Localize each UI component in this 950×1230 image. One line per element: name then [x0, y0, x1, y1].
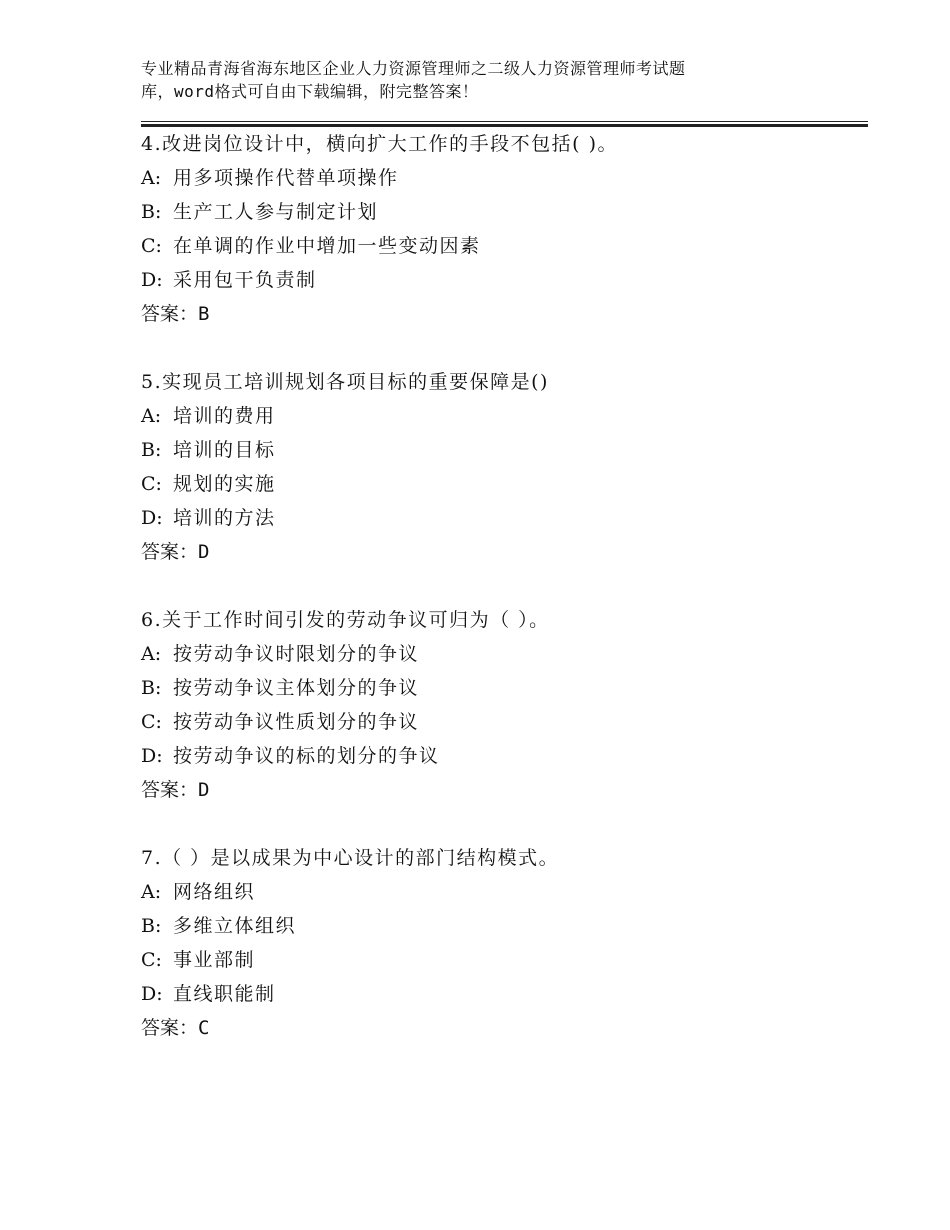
- answer-value: B: [198, 303, 210, 325]
- option-letter: D:: [141, 745, 163, 767]
- option-a: [141, 875, 868, 909]
- question-7: [141, 841, 868, 1045]
- question-stem: 6.关于工作时间引发的劳动争议可归为（ ）。: [141, 609, 550, 631]
- option-letter: B:: [141, 677, 162, 699]
- answer-line: [141, 773, 868, 807]
- option-text: 生产工人参与制定计划: [173, 201, 379, 223]
- option-letter: B:: [141, 915, 162, 937]
- option-b: [141, 671, 868, 705]
- option-b: [141, 195, 868, 229]
- option-text: 多维立体组织: [173, 915, 297, 937]
- answer-value: D: [198, 779, 210, 801]
- option-text: 培训的目标: [173, 439, 276, 461]
- option-d: [141, 739, 868, 773]
- answer-label: 答案：: [141, 303, 199, 325]
- option-letter: A:: [141, 405, 162, 427]
- option-letter: A:: [141, 881, 162, 903]
- option-d: [141, 263, 868, 297]
- option-text: 按劳动争议时限划分的争议: [173, 643, 420, 665]
- option-a: [141, 637, 868, 671]
- option-letter: B:: [141, 439, 162, 461]
- question-5: [141, 365, 868, 569]
- header-title-line-2: 库，word格式可自由下载编辑，附完整答案！: [141, 82, 479, 101]
- answer-line: [141, 1011, 868, 1045]
- answer-line: [141, 297, 868, 331]
- option-text: 规划的实施: [173, 473, 276, 495]
- option-letter: C:: [141, 235, 162, 257]
- option-text: 采用包干负责制: [173, 269, 317, 291]
- option-c: [141, 467, 868, 501]
- question-stem: 7.（ ）是以成果为中心设计的部门结构模式。: [141, 847, 560, 869]
- option-text: 在单调的作业中增加一些变动因素: [173, 235, 481, 257]
- header-title-line-1: 专业精品青海省海东地区企业人力资源管理师之二级人力资源管理师考试题: [141, 59, 686, 78]
- option-b: [141, 909, 868, 943]
- option-c: [141, 229, 868, 263]
- answer-label: 答案：: [141, 779, 199, 801]
- question-4: [141, 127, 868, 331]
- option-letter: A:: [141, 167, 162, 189]
- option-text: 按劳动争议主体划分的争议: [173, 677, 420, 699]
- option-d: [141, 501, 868, 535]
- question-stem: 4.改进岗位设计中，横向扩大工作的手段不包括( )。: [141, 133, 618, 155]
- answer-label: 答案：: [141, 1017, 199, 1039]
- option-text: 按劳动争议的标的划分的争议: [173, 745, 440, 767]
- option-a: [141, 399, 868, 433]
- option-letter: C:: [141, 711, 162, 733]
- option-text: 直线职能制: [173, 983, 276, 1005]
- option-letter: D:: [141, 269, 163, 291]
- option-text: 培训的方法: [173, 507, 276, 529]
- header-divider-thin: [141, 121, 868, 122]
- option-a: [141, 161, 868, 195]
- option-text: 事业部制: [173, 949, 256, 971]
- option-text: 培训的费用: [173, 405, 276, 427]
- answer-label: 答案：: [141, 541, 199, 563]
- option-b: [141, 433, 868, 467]
- question-6: [141, 603, 868, 807]
- question-stem: 5.实现员工培训规划各项目标的重要保障是(): [141, 371, 549, 393]
- answer-value: D: [198, 541, 210, 563]
- option-letter: A:: [141, 643, 162, 665]
- option-text: 网络组织: [173, 881, 256, 903]
- answer-value: C: [198, 1017, 210, 1039]
- option-letter: C:: [141, 473, 162, 495]
- document-header: [141, 57, 801, 103]
- option-c: [141, 943, 868, 977]
- option-text: 按劳动争议性质划分的争议: [173, 711, 420, 733]
- option-letter: D:: [141, 507, 163, 529]
- option-c: [141, 705, 868, 739]
- option-d: [141, 977, 868, 1011]
- option-letter: B:: [141, 201, 162, 223]
- question-list: [141, 127, 868, 1045]
- option-letter: C:: [141, 949, 162, 971]
- option-text: 用多项操作代替单项操作: [173, 167, 399, 189]
- answer-line: [141, 535, 868, 569]
- option-letter: D:: [141, 983, 163, 1005]
